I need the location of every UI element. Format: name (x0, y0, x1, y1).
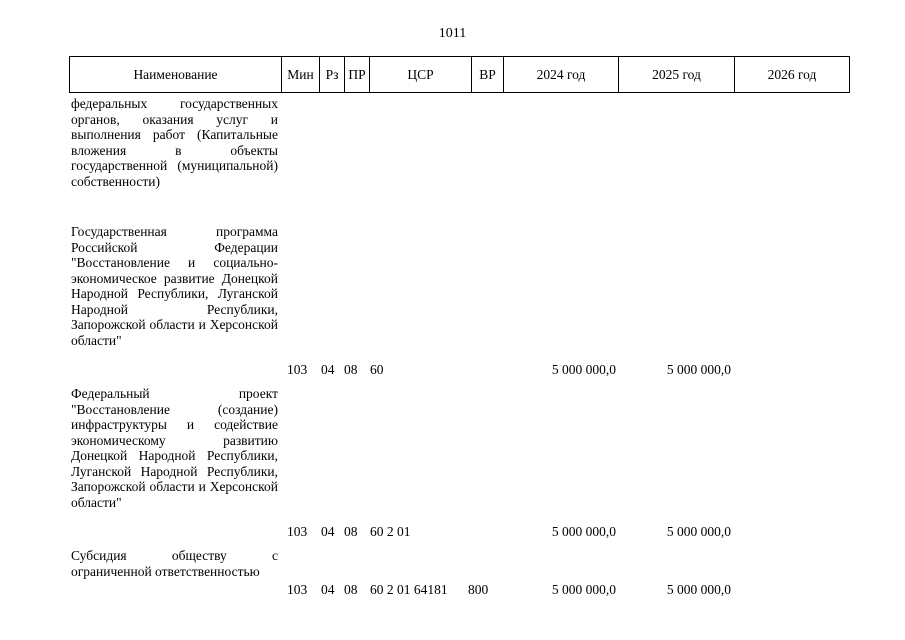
row-min: 103 (287, 582, 308, 597)
row-csr: 60 2 01 (370, 524, 411, 539)
header-2025: 2025 год (619, 57, 735, 93)
row-2024: 5 000 000,0 (551, 524, 616, 539)
header-rz: Рз (320, 57, 345, 93)
row-rz: 04 (321, 362, 335, 377)
header-min: Мин (282, 57, 320, 93)
row-name: Государственная программа Российской Федерации "Восстановление и социально-экономическое развитие Донецкой Народной Республики, Луганской Народной Республики, Запорожской области и Херсонской области" (71, 224, 278, 348)
row-2025: 5 000 000,0 (666, 582, 731, 597)
row-name: Федеральный проект "Восстановление (создание) инфраструктуры и содействие экономическому развитию Донецкой Народной Республики, Луганской Народной Республики, Запорожской области и Херсонской области" (71, 386, 278, 510)
row-rz: 04 (321, 524, 335, 539)
header-pr: ПР (345, 57, 370, 93)
header-2024: 2024 год (504, 57, 619, 93)
row-csr: 60 2 01 64181 (370, 582, 448, 597)
header-vr: ВР (472, 57, 504, 93)
row-2025: 5 000 000,0 (666, 524, 731, 539)
row-2025: 5 000 000,0 (666, 362, 731, 377)
table-header (69, 56, 850, 93)
page-number: 1011 (438, 26, 467, 41)
row-2024: 5 000 000,0 (551, 362, 616, 377)
header-name: Наименование (70, 57, 282, 93)
header-2026: 2026 год (735, 57, 850, 93)
row-pr: 08 (344, 582, 358, 597)
row-pr: 08 (344, 362, 358, 377)
header-csr: ЦСР (370, 57, 472, 93)
row-vr: 800 (468, 582, 489, 597)
row-name: Субсидия обществу с ограниченной ответственностью (71, 548, 278, 579)
row-min: 103 (287, 362, 308, 377)
row-rz: 04 (321, 582, 335, 597)
row-name: федеральных государственных органов, оказания услуг и выполнения работ (Капитальные вложения в объекты государственной (муниципальной) собственности) (71, 96, 278, 189)
row-min: 103 (287, 524, 308, 539)
row-csr: 60 (370, 362, 384, 377)
row-pr: 08 (344, 524, 358, 539)
row-2024: 5 000 000,0 (551, 582, 616, 597)
